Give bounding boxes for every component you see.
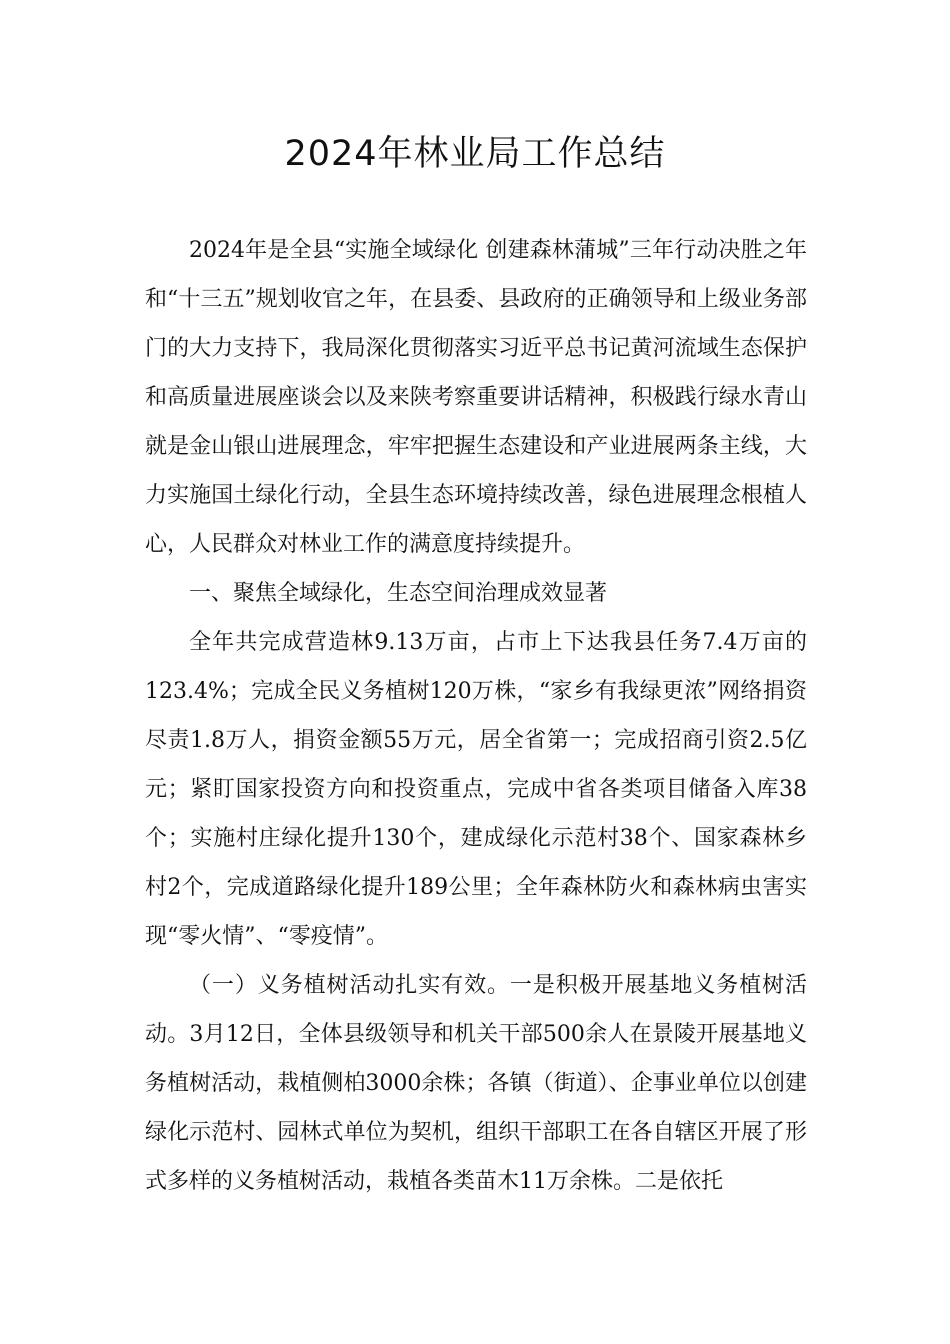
section-heading-1: 一、聚焦全域绿化，生态空间治理成效显著 <box>189 581 608 606</box>
paragraph-summary: 全年共完成营造林9.13万亩，占市上下达我县任务7.4万亩的123.4%；完成全民义务植树120万株，“家乡有我绿更浓”网络捐资尽责1.8万人，捐资金额55万元，居全省第一；完成招商引资2.5亿元；紧盯国家投资方向和投资重点，完成中省各类项目储备入库38个；实施村庄绿化提升130个，建成绿化示范村38个、国家森林乡村2个，完成道路绿化提升189公里；全年森林防火和森林病虫害实现“零火情”、“零疫情”。 <box>145 630 807 949</box>
paragraph-tree-planting: （一）义务植树活动扎实有效。一是积极开展基地义务植树活动。3月12日，全体县级领导和机关干部500余人在景陵开展基地义务植树活动，栽植侧柏3000余株；各镇（街道）、企事业单位以创建绿化示范村、园林式单位为契机，组织干部职工在各自辖区开展了形式多样的义务植树活动，栽植各类苗木11万余株。二是依托 <box>145 973 807 1194</box>
document-title: 2024年林业局工作总结 <box>284 134 666 174</box>
paragraph-intro: 2024年是全县“实施全域绿化 创建森林蒲城”三年行动决胜之年和“十三五”规划收官之年，在县委、县政府的正确领导和上级业务部门的大力支持下，我局深化贯彻落实习近平总书记黄河流域生态保护和高质量进展座谈会以及来陕考察重要讲话精神，积极践行绿水青山就是金山银山进展理念，牢牢把握生态建设和产业进展两条主线，大力实施国土绿化行动，全县生态环境持续改善，绿色进展理念根植人心，人民群众对林业工作的满意度持续提升。 <box>145 238 807 557</box>
document-body <box>145 226 807 1206</box>
